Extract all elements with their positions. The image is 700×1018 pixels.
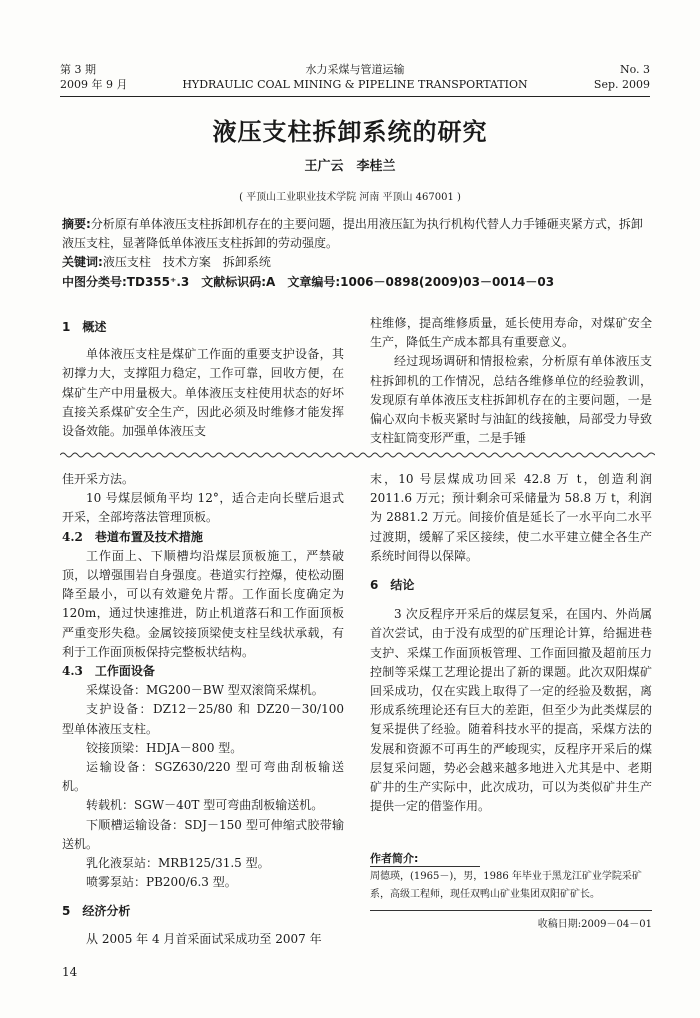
equipment-8: 喷雾泵站：PB200/6.3 型。 <box>86 875 237 890</box>
page-number: 14 <box>62 965 78 979</box>
paper-affiliation: ( 平顶山工业职业技术学院 河南 平顶山 467001 ) <box>239 192 461 203</box>
received-rule <box>370 910 652 911</box>
section-5-paragraph: 从 2005 年 4 月首采面试采成功至 2007 年 <box>86 931 322 946</box>
equipment-3: 铰接顶梁：HDJA－800 型。 <box>86 740 243 755</box>
upper-right-column <box>370 314 652 448</box>
equipment-2: 支护设备：DZ12－25/80 和 DZ20－30/100 型单体液压支柱。 <box>62 702 344 736</box>
upper-left-column <box>62 318 344 441</box>
section-1-paragraph: 单体液压支柱是煤矿工作面的重要支护设备，其初撑力大，支撑阻力稳定，工作可靠，回收方便，在煤矿生产中用量极大。单体液压支柱使用状态的好坏直接关系煤矿安全生产，因此必须及时维修才能发挥设备效能。加强单体液压支 <box>62 347 344 439</box>
section-1-heading: 1 概述 <box>62 320 107 334</box>
lower-left-line-2: 10 号煤层倾角平均 12°，适合走向长壁后退式开采，全部垮落法管理顶板。 <box>62 491 344 525</box>
keywords <box>62 253 652 272</box>
header-date-cn: 2009 年 9 月 <box>60 78 128 91</box>
equipment-5: 转载机：SGW－40T 型可弯曲刮板输送机。 <box>86 798 324 813</box>
lower-left-column <box>62 470 344 949</box>
author-note-text: 周德瑛，(1965－)，男，1986 年毕业于黑龙江矿业学院采矿系，高级工程师，现任双鸭山矿业集团双阳矿矿长。 <box>370 871 642 900</box>
header-issue-en: No. 3 <box>619 63 650 76</box>
author-note <box>370 850 652 904</box>
equipment-6: 下顺槽运输设备：SDJ－150 型可伸缩式胶带输送机。 <box>62 817 344 851</box>
section-6-paragraph: 3 次反程序开采后的煤层复采，在国内、外尚属首次尝试，由于没有成型的矿压理论计算，给掘进巷支护、采煤工作面顶板管理、工作面回撤及超前压力控制等采煤工艺理论提出了新的课题。此次双阳煤矿回采成功，仅在实践上取得了一定的经验及数据，离形成系统理论还有巨大的差距，但至少为此类煤层的复采提供了经验。随着科技水平的提高，采煤方法的发展和资源不可再生的严峻现实，反程序开采后的煤层复采问题，势必会越来越多地进入尤其是中、老期矿井的生产实际中，此次成功，可以为类似矿井生产提供一定的借鉴作用。 <box>370 607 652 814</box>
classification-text: 中图分类号:TD355⁺.3 文献标识码:A 文章编号:1006－0898(2009)03－0014－03 <box>62 275 555 289</box>
section-6-heading: 6 结论 <box>370 578 415 593</box>
section-divider <box>60 451 655 459</box>
author-note-label: 作者简介: <box>370 852 419 865</box>
upper-right-paragraph-2: 经过现场调研和情报检索，分析原有单体液压支柱拆卸机的工作情况，总结各维修单位的经验教训，发现原有单体液压支柱拆卸机存在的主要问题，一是偏心双向卡板夹紧时与油缸的线接触，局部受力导致支柱缸筒变形严重，二是手锤 <box>370 354 652 446</box>
equipment-4: 运输设备：SGZ630/220 型可弯曲刮板输送机。 <box>62 760 344 794</box>
received-date: 收稿日期:2009－04－01 <box>537 919 652 930</box>
paper-title: 液压支柱拆卸系统的研究 <box>212 117 488 146</box>
abstract-text: 分析原有单体液压支柱拆卸机存在的主要问题，提出用液压缸为执行机构代替人力手锤砸夹紧方式，拆卸液压支柱，显著降低单体液压支柱拆卸的劳动强度。 <box>62 217 643 250</box>
author-note-rule <box>370 866 480 867</box>
section-5-heading: 5 经济分析 <box>62 904 131 919</box>
header-right <box>594 62 650 92</box>
header-date-en: Sep. 2009 <box>593 78 650 91</box>
section-4-2-heading: 4.2 巷道布置及技术措施 <box>62 529 203 544</box>
header-issue-cn: 第 3 期 <box>60 63 96 76</box>
paper-authors: 王广云 李桂兰 <box>304 159 396 174</box>
running-header <box>60 62 650 97</box>
equipment-7: 乳化液泵站：MRB125/31.5 型。 <box>86 856 270 871</box>
equipment-1: 采煤设备：MG200－BW 型双滚筒采煤机。 <box>86 683 324 698</box>
classification-line <box>62 273 652 292</box>
lower-right-column <box>370 470 652 816</box>
keywords-text: 液压支柱 技术方案 拆卸系统 <box>102 255 271 269</box>
abstract <box>62 215 652 253</box>
abstract-label: 摘要: <box>62 217 91 231</box>
header-center <box>60 62 650 92</box>
section-4-2-paragraph: 工作面上、下顺槽均沿煤层顶板施工，严禁破顶，以增强围岩自身强度。巷道实行控爆，使松动圈降至最小，可以有效避免片帮。工作面长度确定为 120m，通过快速推进，防止机道落石和工作面顶板严重变形失稳。金属铰接顶梁使支柱呈线状承载，有利于工作面顶板保持完整板状结构。 <box>62 548 344 659</box>
keywords-label: 关键词: <box>62 255 103 269</box>
header-journal-cn: 水力采煤与管道运输 <box>305 63 405 76</box>
section-4-3-heading: 4.3 工作面设备 <box>62 664 155 679</box>
header-journal-en: HYDRAULIC COAL MINING & PIPELINE TRANSPORTATION <box>182 78 528 91</box>
lower-left-line-1: 佳开采方法。 <box>62 472 135 486</box>
lower-right-paragraph-1: 末，10 号层煤成功回采 42.8 万 t，创造利润 2011.6 万元；预计剩余可采储量为 58.8 万 t，利润为 2881.2 万元。间接价值是延长了一水平向二水平过渡期，缓解了采区接续，使二水平建立健全各生产系统时间得以保障。 <box>370 472 652 563</box>
upper-right-paragraph-1: 柱维修，提高维修质量，延长使用寿命，对煤矿安全生产，降低生产成本都具有重要意义。 <box>370 316 652 350</box>
